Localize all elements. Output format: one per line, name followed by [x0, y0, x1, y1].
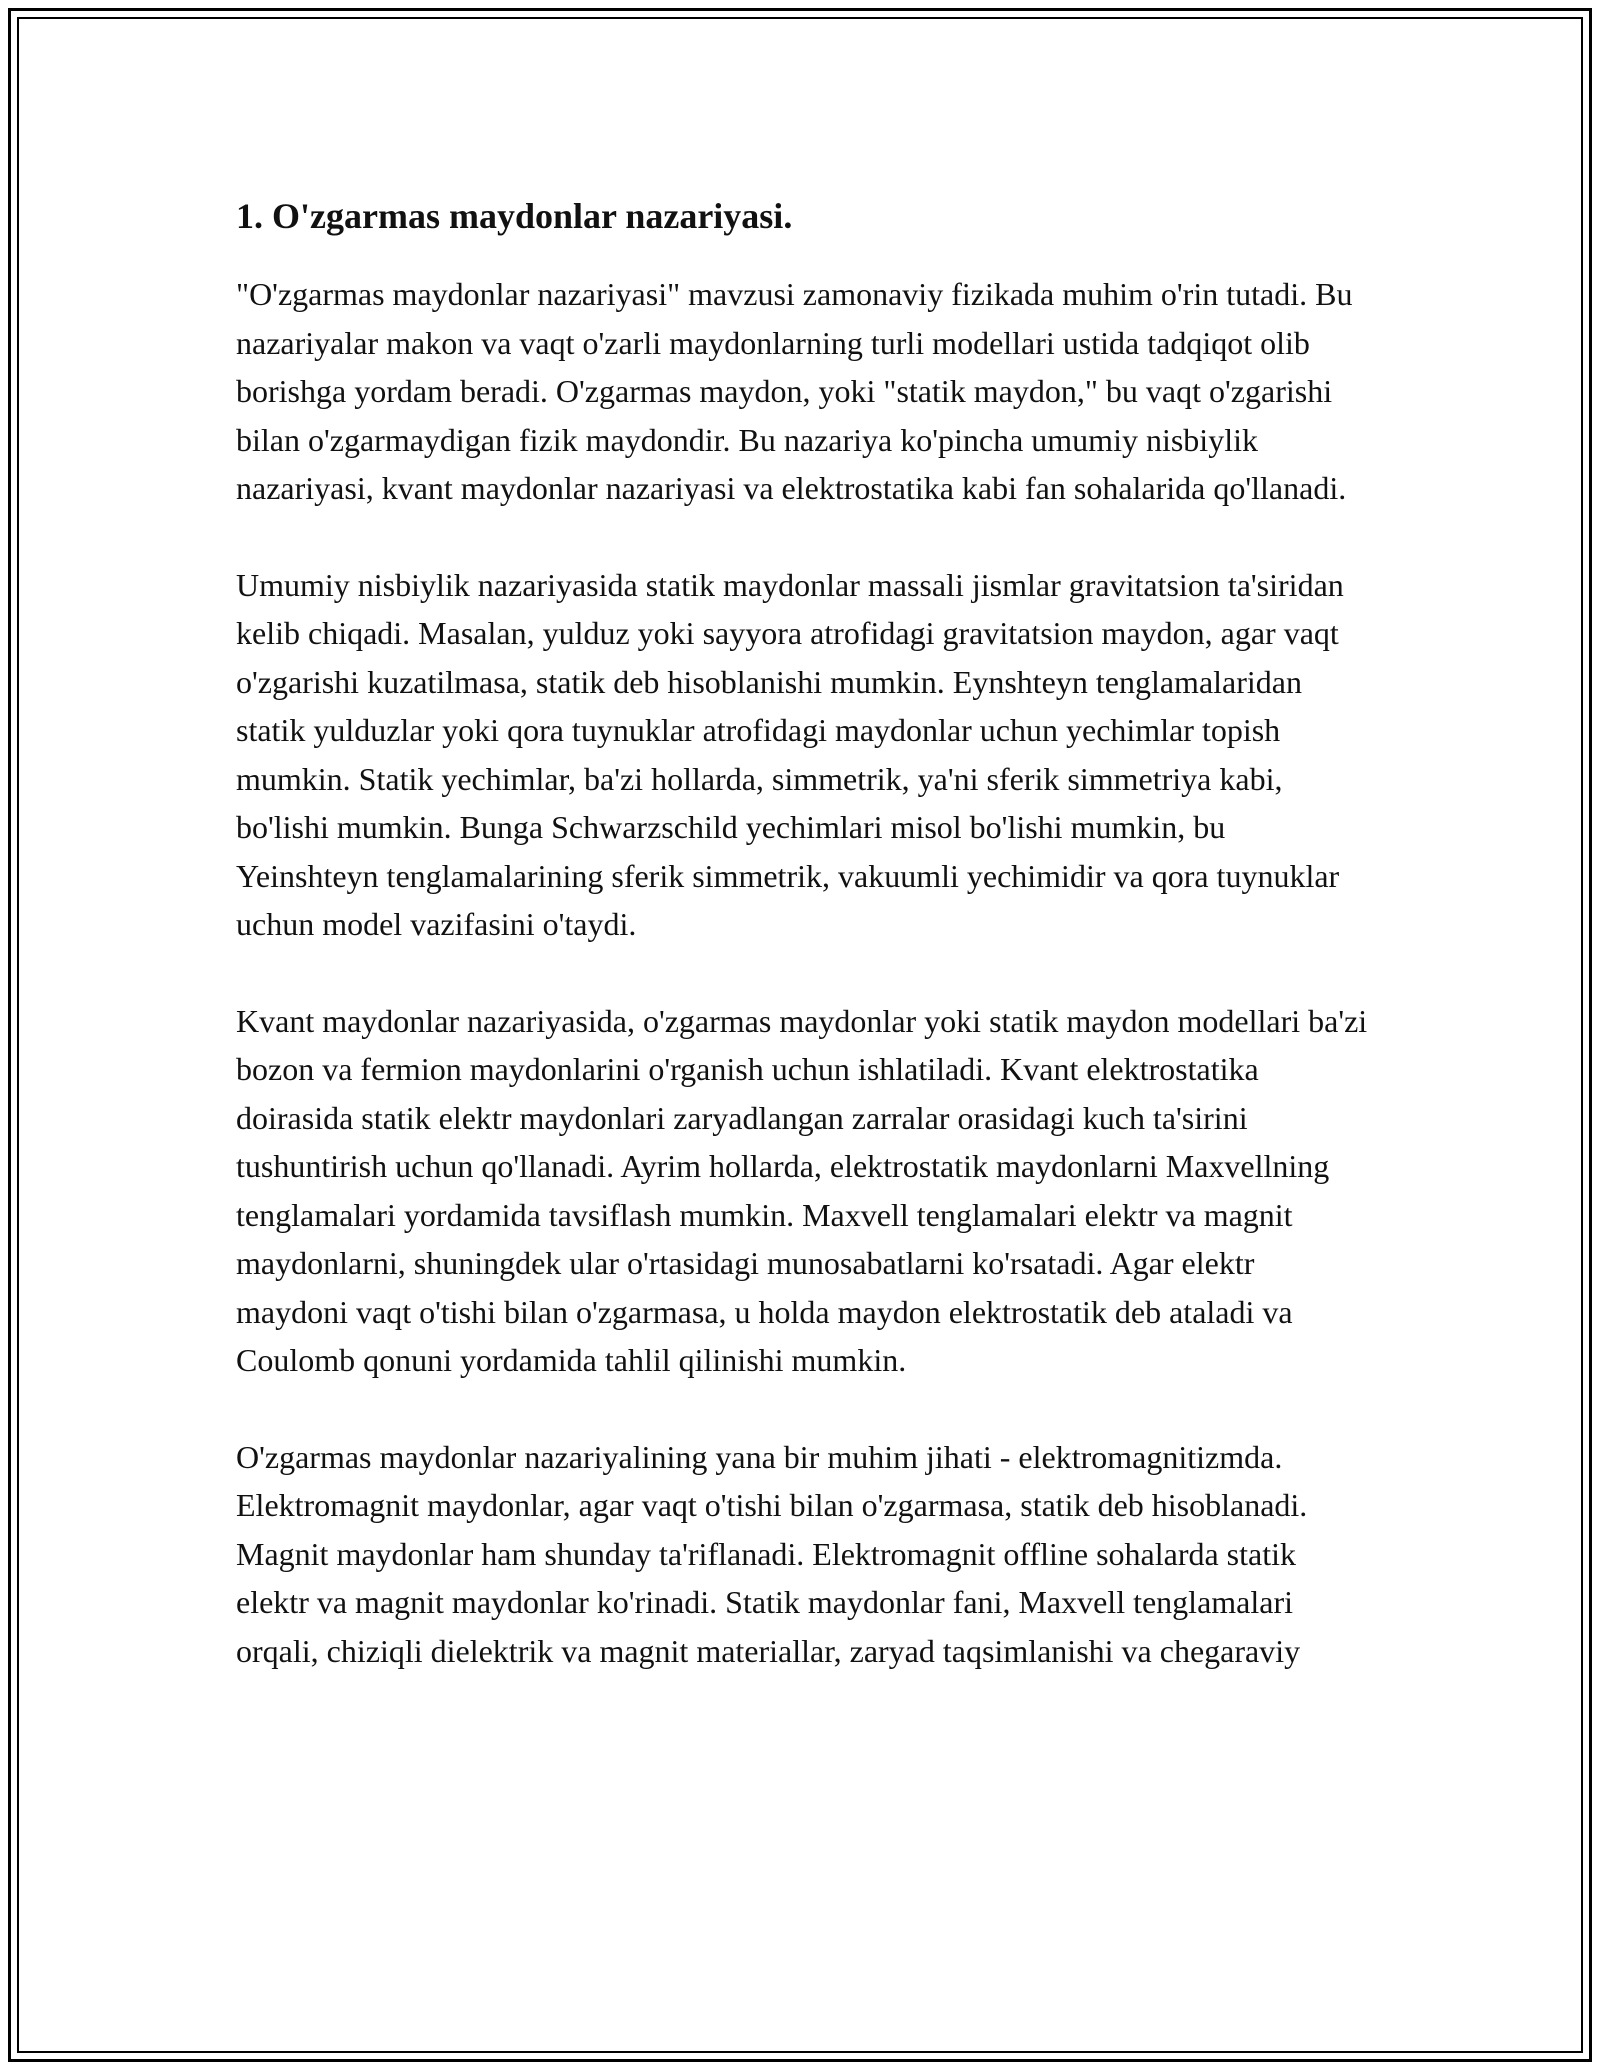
- paragraph-quantum-field-theory: Kvant maydonlar nazariyasida, o'zgarmas maydonlar yoki statik maydon modellari ba'zi bozon va fermion maydonlarini o'rganish uchun ishlatiladi. Kvant elektrostatika doirasida statik elektr maydonlari zaryadlangan zarralar orasidagi kuch ta'sirini tushuntirish uchun qo'llanadi. Ayrim hollarda, elektrostatik maydonlarni Maxvellning tenglamalari yordamida tavsiflash mumkin. Maxvell tenglamalari elektr va magnit maydonlarni, shuningdek ular o'rtasidagi munosabatlarni ko'rsatadi. Agar elektr maydoni vaqt o'tishi bilan o'zgarmasa, u holda maydon elektrostatik deb ataladi va Coulomb qonuni yordamida tahlil qilinishi mumkin.: [236, 1002, 1368, 1378]
- paragraph-electromagnetism: O'zgarmas maydonlar nazariyalining yana bir muhim jihati - elektromagnitizmda. Elektromagnit maydonlar, agar vaqt o'tishi bilan o'zgarmasa, statik deb hisoblanadi. Magnit maydonlar ham shunday ta'riflanadi. Elektromagnit offline sohalarda statik elektr va magnit maydonlar ko'rinadi. Statik maydonlar fani, Maxvell tenglamalari orqali, chiziqli dielektrik va magnit materiallar, zaryad taqsimlanishi va chegaraviy: [236, 1438, 1308, 1669]
- paragraph-general-relativity: Umumiy nisbiylik nazariyasida statik maydonlar massali jismlar gravitatsion ta'siridan kelib chiqadi. Masalan, yulduz yoki sayyora atrofidagi gravitatsion maydon, agar vaqt o'zgarishi kuzatilmasa, statik deb hisoblanishi mumkin. Eynshteyn tenglamalaridan statik yulduzlar yoki qora tuynuklar atrofidagi maydonlar uchun yechimlar topish mumkin. Statik yechimlar, ba'zi hollarda, simmetrik, ya'ni sferik simmetriya kabi, bo'lishi mumkin. Bunga Schwarzschild yechimlari misol bo'lishi mumkin, bu Yeinshteyn tenglamalarining sferik simmetrik, vakuumli yechimidir va qora tuynuklar uchun model vazifasini o'taydi.: [236, 566, 1344, 942]
- paragraph-intro: "O'zgarmas maydonlar nazariyasi" mavzusi zamonaviy fizikada muhim o'rin tutadi. Bu nazariyalar makon va vaqt o'zarli maydonlarning turli modellari ustida tadqiqot olib borishga yordam beradi. O'zgarmas maydon, yoki "statik maydon," bu vaqt o'zgarishi bilan o'zgarmaydigan fizik maydondir. Bu nazariya ko'pincha umumiy nisbiylik nazariyasi, kvant maydonlar nazariyasi va elektrostatika kabi fan sohalarida qo'llanadi.: [236, 276, 1353, 506]
- document-body: [236, 186, 1368, 1723]
- section-heading: 1. O'zgarmas maydonlar nazariyasi.: [236, 196, 793, 236]
